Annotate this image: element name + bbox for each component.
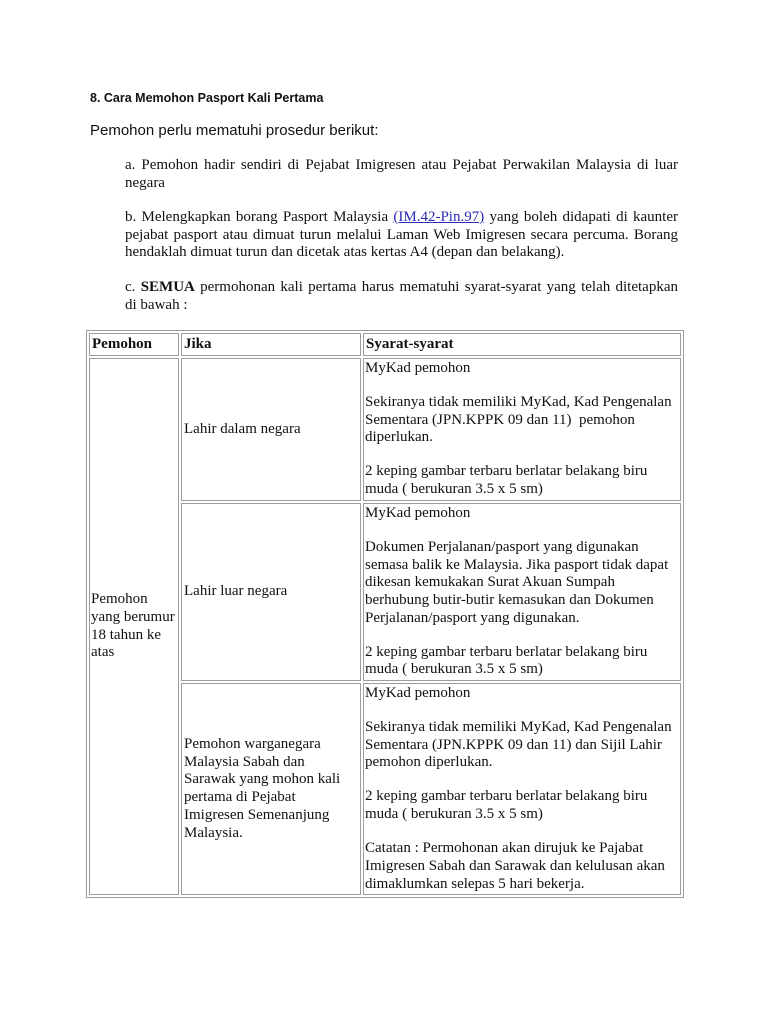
text-line: Imigresen Semenanjung <box>184 806 330 823</box>
step-c-text: permohonan kali pertama harus mematuhi syarat-syarat yang telah ditetapkan <box>194 279 678 295</box>
step-c-paragraph <box>125 279 678 314</box>
text-line: MyKad pemohon <box>365 685 471 702</box>
text-line: dimaklumkan selepas 5 hari bekerja. <box>365 875 585 892</box>
step-b-text-after-link: yang boleh didapati di kaunter <box>484 209 678 225</box>
condition-cell <box>181 503 361 681</box>
text-line: Pemohon <box>91 591 148 608</box>
text-line: Catatan : Permohonan akan dirujuk ke Pajabat <box>365 840 644 857</box>
text-line: Pemohon warganegara <box>184 736 321 753</box>
table-header-row <box>89 333 681 356</box>
text-line: semasa balik ke Malaysia. Jika pasport tidak dapat <box>365 556 669 573</box>
text-line: Malaysia Sabah dan <box>184 753 305 770</box>
step-b-paragraph <box>125 209 678 262</box>
requirement-item <box>365 505 679 523</box>
requirement-note <box>365 840 679 893</box>
requirements-cell <box>363 358 681 501</box>
header-applicant: Pemohon <box>89 333 179 356</box>
step-c-line-2: di bawah : <box>125 296 188 313</box>
text-line: Lahir luar negara <box>184 583 288 600</box>
text-line: Sarawak yang mohon kali <box>184 771 341 788</box>
requirement-item <box>365 788 679 823</box>
text-line: MyKad pemohon <box>365 504 471 521</box>
header-condition: Jika <box>181 333 361 356</box>
condition-cell <box>181 683 361 895</box>
text-line: yang berumur <box>91 608 175 625</box>
requirement-item <box>365 539 679 628</box>
requirement-item <box>365 360 679 378</box>
text-line: 18 tahun ke <box>91 626 161 643</box>
text-line: Dokumen Perjalanan/pasport yang digunakan <box>365 538 639 555</box>
text-line: muda ( berukuran 3.5 x 5 sm) <box>365 661 543 678</box>
text-line: MyKad pemohon <box>365 360 471 376</box>
text-line: pemohon diperlukan. <box>365 754 493 771</box>
text-line: Malaysia. <box>184 824 243 841</box>
requirement-item <box>365 463 679 498</box>
text-line: diperlukan. <box>365 429 433 446</box>
text-line: Perjalanan/pasport yang digunakan. <box>365 609 580 626</box>
step-a-line-1: a. Pemohon hadir sendiri di Pejabat Imigresen atau Pejabat Perwakilan Malaysia di luar <box>125 157 678 173</box>
step-b-line-1 <box>125 209 678 227</box>
form-im42-link[interactable]: (IM.42-Pin.97) <box>393 209 485 225</box>
section-heading: 8. Cara Memohon Pasport Kali Pertama <box>90 91 324 105</box>
step-b-text-before-link: b. Melengkapkan borang Pasport Malaysia <box>125 209 394 225</box>
text-line: 2 keping gambar terbaru berlatar belakang biru <box>365 788 648 805</box>
text-line: berhubung butir-butir kemasukan dan Dokumen <box>365 591 654 608</box>
text-line: pertama di Pejabat <box>184 789 296 806</box>
text-line: 2 keping gambar terbaru berlatar belakang biru <box>365 463 648 480</box>
header-requirements: Syarat-syarat <box>363 333 681 356</box>
condition-cell <box>181 358 361 501</box>
intro-text: Pemohon perlu mematuhi prosedur berikut: <box>90 122 379 139</box>
text-line: Sekiranya tidak memiliki MyKad, Kad Pengenalan <box>365 394 672 410</box>
text-line: Sementara (JPN.KPPK 09 dan 11) dan Sijil Lahir <box>365 736 662 753</box>
text-line: Lahir dalam negara <box>184 420 301 437</box>
step-b-line-3: hendaklah dimuat turun dan dicetak atas kertas A4 (depan dan belakang). <box>125 244 565 261</box>
text-line: Imigresen Sabah dan Sarawak dan kelulusan akan <box>365 857 665 874</box>
text-line: Sementara (JPN.KPPK 09 dan 11) pemohon <box>365 411 635 428</box>
step-a-paragraph <box>125 157 678 192</box>
text-line: dikesan kemukakan Surat Akuan Sumpah <box>365 574 615 591</box>
step-c-label: c. <box>125 279 141 295</box>
requirement-item <box>365 644 679 679</box>
step-b-line-2: pejabat pasport atau dimuat turun melalui Laman Web Imigresen secara percuma. Borang <box>125 226 678 243</box>
emphasis-text: SEMUA <box>140 279 195 295</box>
step-c-line-1 <box>125 279 678 297</box>
text-line: muda ( berukuran 3.5 x 5 sm) <box>365 481 543 498</box>
table-row <box>89 358 681 501</box>
requirements-table <box>86 330 684 898</box>
requirement-item <box>365 685 679 703</box>
text-line: atas <box>91 644 115 661</box>
applicant-cell <box>89 358 179 895</box>
text-line: muda ( berukuran 3.5 x 5 sm) <box>365 806 543 823</box>
requirements-cell <box>363 683 681 895</box>
requirements-cell <box>363 503 681 681</box>
text-line: 2 keping gambar terbaru berlatar belakang biru <box>365 643 648 660</box>
requirement-item <box>365 719 679 772</box>
requirement-item <box>365 394 679 447</box>
step-a-line-2: negara <box>125 174 165 191</box>
text-line: Sekiranya tidak memiliki MyKad, Kad Pengenalan <box>365 719 672 736</box>
